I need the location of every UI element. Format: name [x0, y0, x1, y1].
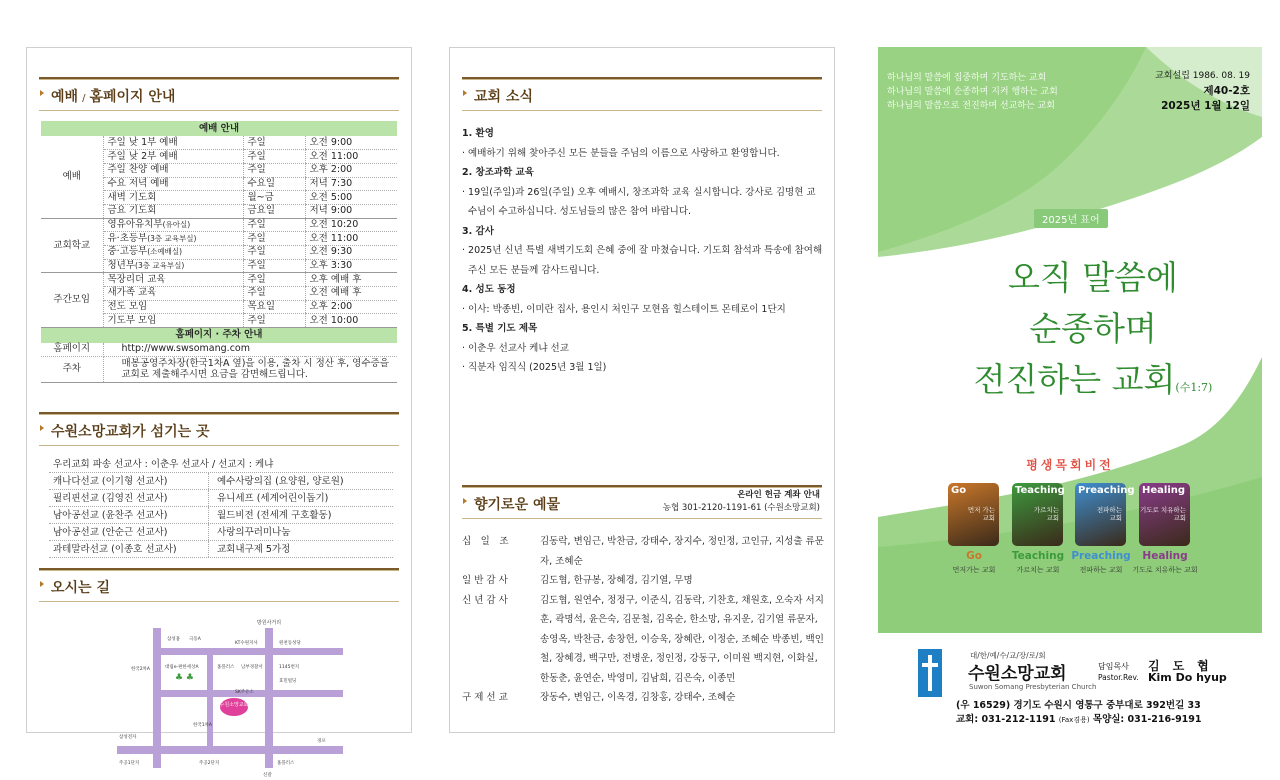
vision-name: Healing [1142, 550, 1188, 562]
schedule-item: 기도부 모임 [103, 314, 243, 328]
arrow-icon [463, 90, 467, 96]
arrow-icon [40, 425, 44, 431]
section-title-offering: 향기로운 예물 [474, 497, 561, 513]
mission-row: 캐나다선교 (이기형 선교사) 예수사랑의집 (요양원, 양로원) [49, 473, 393, 490]
svg-text:홈플러스: 홈플러스 [277, 761, 295, 766]
issue-number: 제40-2호 [1203, 85, 1250, 97]
schedule-time: 오전 11:00 [305, 232, 397, 246]
vision-card-teaching: Teaching 가르치는 교회 [1012, 483, 1063, 546]
schedule-day: 월~금 [243, 191, 305, 205]
schedule-time: 오전 예배 후 [305, 287, 397, 301]
vision-card-go: Go 먼저 가는 교회 [948, 483, 999, 546]
offering-names: 김동락, 변임근, 박찬금, 강태수, 장지수, 정인정, 고인규, 지성출 류문자, 조혜순 [540, 536, 824, 567]
church-name: 수원소망교회 [968, 664, 1067, 684]
schedule-time: 오후 2:00 [305, 163, 397, 177]
vision-name: Go [966, 550, 982, 562]
panel-church-news [449, 47, 835, 733]
schedule-item: 목장리더 교육 [103, 273, 243, 287]
schedule-item: 주일 낮 2부 예배 [103, 150, 243, 164]
schedule-item: 새가족 교육 [103, 287, 243, 301]
svg-text:주공1단지: 주공1단지 [119, 761, 140, 766]
svg-text:KT수원지사: KT수원지사 [235, 641, 258, 646]
news-item: · 직분자 임직식 (2025년 3월 1일) [462, 362, 607, 373]
svg-text:극동A: 극동A [189, 637, 201, 642]
homepage-row: 홈페이지 http://www.swsomang.com [41, 343, 397, 357]
founded-date: 교회설립 1986. 08. 19 [1155, 71, 1250, 81]
schedule-day: 주일 [243, 218, 305, 232]
svg-text:원천동성당: 원천동성당 [279, 641, 301, 646]
schedule-time: 오전 10:20 [305, 218, 397, 232]
schedule-header: 예배 안내 [41, 121, 397, 136]
online-offering-info: 온라인 헌금 계좌 안내 농협 301-2120-1191-61 (수원소망교회) [662, 490, 820, 513]
section-header-worship [39, 77, 399, 111]
news-heading: 1. 환영 [462, 128, 494, 139]
church-phone: 교회: 031-212-1191 [956, 714, 1056, 725]
schedule-item: 영유아유치부(유아실) [103, 218, 243, 232]
schedule-time: 오전 10:00 [305, 314, 397, 328]
svg-text:효민빌딩: 효민빌딩 [279, 679, 297, 684]
schedule-day: 주일 [243, 259, 305, 273]
mission-row: 남아공선교 (안순근 선교사) 사랑의꾸러미나눔 [49, 524, 393, 541]
vision-title: 평생목회비전 [1026, 458, 1114, 472]
schedule-day: 주일 [243, 150, 305, 164]
schedule-day: 주일 [243, 273, 305, 287]
schedule-time: 저녁 7:30 [305, 177, 397, 191]
mission-row: 필리핀선교 (김영진 선교사) 유니세프 (세계어린이돕기) [49, 490, 393, 507]
arrow-icon [40, 581, 44, 587]
vision-name: Teaching [1011, 550, 1065, 562]
schedule-group: 예배 [41, 136, 103, 218]
offering-names: 김도협, 원연수, 정정구, 이준식, 김동락, 기찬호, 채원호, 오숙자 서지훈, 곽명석, 윤은숙, 김문철, 김옥순, 한소망, 유지운, 김기열 류문자, 송영옥, 박찬금, 송창헌, 이승욱, 장혜란, 이정순, 조혜순 박종빈, 백인철, 장혜경, 백구만, 전병운, 정인정, 강동구, 이미원 백지현, 이화실, 한동춘, 윤연순, 박영미, 김남희, 김은숙, 이종민 [540, 594, 824, 684]
schedule-day: 주일 [243, 287, 305, 301]
offering-row [462, 532, 824, 571]
offering-type: 십 일 조 [462, 536, 509, 547]
news-item: · 이춘우 선교사 케냐 선교 [462, 342, 569, 354]
panel-cover [878, 47, 1262, 733]
church-address: (우 16529) 경기도 수원시 영통구 중부대로 392번길 33 교회: 031-212-1191 (Fax겸용) 목양실: 031-216-9191 [956, 700, 1202, 725]
bulletin-date: 2025년 1월 12일 [1161, 100, 1250, 112]
pastor-label-en: Pastor.Rev. [1098, 673, 1139, 682]
offering-names: 김도협, 한규봉, 장혜경, 김기열, 무명 [540, 575, 693, 586]
news-heading: 3. 감사 [462, 225, 494, 237]
year-motto-verse: 오직 말씀에 순종하며 전진하는 교회(수1:7) [973, 258, 1213, 399]
vision-subtitle: 기도로 치유하는 교회 [1132, 566, 1198, 574]
schedule-time: 저녁 9:00 [305, 204, 397, 218]
pastor-label: 담임목사 [1098, 662, 1129, 671]
vision-subtitle: 전파하는 교회 [1079, 566, 1123, 574]
news-item: · 2025년 신년 특별 새벽기도회 은혜 중에 잘 마쳤습니다. 기도회 참석과 특송에 참여해 주신 모든 분들께 감사드립니다. [462, 245, 823, 276]
parking-row: 주차 매봉공영주차장(한국1차A 옆)을 이용, 출차 시 정산 후, 영수증을 교회로 제출해주시면 요금을 감면해드립니다. [41, 356, 397, 382]
section-title-news: 교회 소식 [474, 89, 533, 105]
schedule-day: 수요일 [243, 177, 305, 191]
offering-type: 일 반 감 사 [462, 575, 508, 586]
offering-type: 구 제 선 교 [462, 692, 508, 703]
news-item: · 이사: 박종빈, 이미란 집사, 용인시 처인구 모현읍 힐스테이트 몬테로이 1단지 [462, 303, 786, 315]
pastor-office-phone: 목양실: 031-216-9191 [1092, 714, 1202, 725]
svg-text:삼성홈: 삼성홈 [167, 637, 181, 642]
homepage-header: 홈페이지 · 주차 안내 [41, 328, 397, 343]
schedule-day: 주일 [243, 163, 305, 177]
schedule-time: 오후 3:30 [305, 259, 397, 273]
mission-row: 과테말라선교 (이종호 선교사) 교회내구제 5가정 [49, 541, 393, 558]
svg-text:경포: 경포 [317, 739, 326, 744]
schedule-time: 오후 예배 후 [305, 273, 397, 287]
schedule-day: 목요일 [243, 300, 305, 314]
offering-row [462, 591, 824, 689]
vision-card-preaching: Preaching 전파하는 교회 [1075, 483, 1126, 546]
svg-text:♣ ♣: ♣ ♣ [175, 673, 194, 683]
news-heading: 5. 특별 기도 제목 [462, 323, 538, 334]
svg-text:SK주유소: SK주유소 [235, 690, 254, 695]
offering-row [462, 571, 824, 591]
news-heading: 4. 성도 동정 [462, 284, 516, 295]
schedule-time: 오후 2:00 [305, 300, 397, 314]
offering-type: 신 년 감 사 [462, 594, 508, 606]
news-heading: 2. 창조과학 교육 [462, 167, 534, 178]
vision-subtitle: 먼저가는 교회 [952, 566, 996, 574]
mission-sent-missionary: 우리교회 파송 선교사 : 이춘우 선교사 / 선교지 : 케냐 [49, 456, 393, 473]
bank-account: 농협 301-2120-1191-61 (수원소망교회) [662, 503, 820, 513]
verse-reference: (수1:7) [1175, 381, 1213, 394]
news-item: · 예배하기 위해 찾아주신 모든 분들을 주님의 이름으로 사랑하고 환영합니다. [462, 147, 780, 159]
schedule-day: 주일 [243, 314, 305, 328]
svg-text:한국2차A: 한국2차A [131, 667, 150, 672]
section-title-mission: 수원소망교회가 섬기는 곳 [51, 424, 210, 440]
year-motto-tag: 2025년 표어 [1034, 209, 1108, 228]
schedule-row [41, 273, 397, 287]
worship-schedule-table [41, 121, 397, 383]
schedule-group: 주간모임 [41, 273, 103, 328]
section-header-directions [39, 568, 399, 602]
schedule-item: 주일 낮 1부 예배 [103, 136, 243, 150]
schedule-time: 오전 11:00 [305, 150, 397, 164]
schedule-time: 오전 9:00 [305, 136, 397, 150]
section-title-directions: 오시는 길 [51, 580, 110, 596]
denomination: 대/한/예/수/교/장/로/회 [970, 651, 1046, 660]
mission-list [49, 456, 393, 558]
svg-text:홈플러스: 홈플러스 [217, 665, 235, 670]
schedule-item: 중·고등부(소예배실) [103, 246, 243, 260]
schedule-item: 금요 기도회 [103, 204, 243, 218]
pastor-name: 김도협 [1148, 659, 1222, 673]
schedule-item: 새벽 기도회 [103, 191, 243, 205]
parking-text: 매봉공영주차장(한국1차A 옆)을 이용, 출차 시 정산 후, 영수증을 교회로 제출해주시면 요금을 감면해드립니다. [103, 356, 397, 382]
mission-row: 남아공선교 (윤찬주 선교사) 월드비전 (전세계 구호활동) [49, 507, 393, 524]
svg-text:방원사거리: 방원사거리 [256, 620, 282, 626]
svg-text:신갈: 신갈 [263, 773, 272, 778]
schedule-item: 전도 모임 [103, 300, 243, 314]
svg-text:주공2단지: 주공2단지 [199, 761, 220, 766]
offering-names: 장동수, 변임근, 이옥경, 김창홍, 강태수, 조혜순 [540, 692, 736, 703]
svg-text:대림e-편한세상A: 대림e-편한세상A [165, 665, 199, 670]
arrow-icon [40, 90, 44, 96]
schedule-row [41, 218, 397, 232]
homepage-url: http://www.swsomang.com [103, 343, 397, 357]
section-header-news [462, 77, 822, 111]
vision-subtitle: 가르치는 교회 [1016, 566, 1060, 574]
svg-text:남부경찰서: 남부경찰서 [241, 665, 263, 670]
schedule-time: 오전 9:30 [305, 246, 397, 260]
svg-text:1145번지: 1145번지 [279, 665, 300, 670]
pastor-name-en: Kim Do hyup [1148, 671, 1227, 684]
church-mottos: 하나님의 말씀에 집중하며 기도하는 교회 하나님의 말씀에 순종하며 지켜 행하는 교회 하나님의 말씀으로 전진하며 선교하는 교회 [887, 73, 1058, 111]
offering-list [462, 532, 824, 708]
schedule-day: 금요일 [243, 204, 305, 218]
vision-name: Preaching [1071, 550, 1131, 562]
arrow-icon [463, 498, 467, 504]
schedule-day: 주일 [243, 136, 305, 150]
schedule-day: 주일 [243, 246, 305, 260]
news-list [462, 124, 824, 378]
svg-text:한국1차A: 한국1차A [193, 723, 212, 728]
schedule-item: 수요 저녁 예배 [103, 177, 243, 191]
map-church-label: 수원소망교회 [219, 702, 249, 708]
vision-card-healing: Healing 기도로 치유하는 교회 [1139, 483, 1190, 546]
section-title-worship: 예배 / 홈페이지 안내 [51, 89, 176, 105]
svg-text:삼성전자: 삼성전자 [119, 735, 137, 740]
news-item: · 19일(주일)과 26일(주일) 오후 예배시, 창조과학 교육 실시합니다. 강사로 김명현 교수님이 수고하십니다. 성도님들의 많은 참여 바랍니다. [462, 186, 816, 217]
church-name-en: Suwon Somang Presbyterian Church [969, 683, 1097, 691]
offering-row [462, 688, 824, 708]
schedule-item: 청년부(3층 교육부실) [103, 259, 243, 273]
section-header-mission [39, 412, 399, 446]
schedule-row [41, 136, 397, 150]
schedule-time: 오전 5:00 [305, 191, 397, 205]
schedule-day: 주일 [243, 232, 305, 246]
schedule-item: 주일 찬양 예배 [103, 163, 243, 177]
schedule-group: 교회학교 [41, 218, 103, 273]
issue-meta [1155, 69, 1250, 114]
church-cross-logo-icon [918, 649, 942, 697]
directions-map [117, 618, 347, 780]
panel-worship-info [26, 47, 412, 778]
schedule-item: 유·초등부(3층 교육부실) [103, 232, 243, 246]
